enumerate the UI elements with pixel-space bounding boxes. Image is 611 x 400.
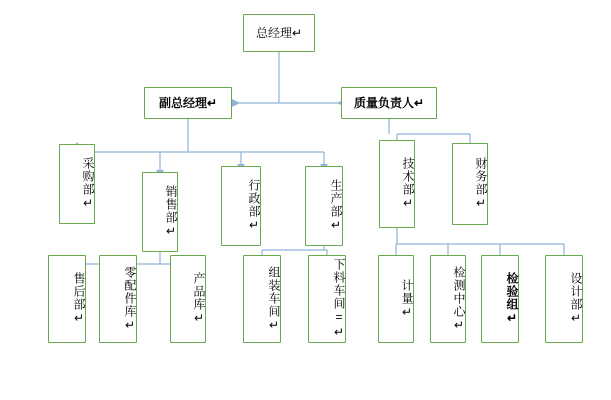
node-label: 财务部↵ xyxy=(474,157,488,211)
node-sales-department[interactable] xyxy=(142,172,178,252)
node-finance-department[interactable] xyxy=(452,143,488,225)
node-administration-department[interactable] xyxy=(221,166,261,246)
node-label: 生产部↵ xyxy=(329,179,343,233)
node-inspection-group[interactable] xyxy=(481,255,519,343)
node-label: 产品库↵ xyxy=(192,272,206,326)
node-label: 组装车间↵ xyxy=(267,265,281,333)
node-label: 总经理↵ xyxy=(255,25,303,40)
node-label: 副总经理↵ xyxy=(158,95,218,110)
node-label: 零配件库↵ xyxy=(123,265,137,333)
node-label: 计量↵ xyxy=(400,278,414,320)
node-label: 设计部↵ xyxy=(569,272,583,326)
node-assembly-workshop[interactable] xyxy=(243,255,281,343)
node-product-warehouse[interactable] xyxy=(170,255,206,343)
node-technology-department[interactable] xyxy=(379,140,415,228)
node-label: 技术部↵ xyxy=(401,157,415,211)
node-deputy-general-manager[interactable] xyxy=(144,87,232,119)
node-design-department[interactable] xyxy=(545,255,583,343)
node-spare-parts-warehouse[interactable] xyxy=(99,255,137,343)
node-purchasing-department[interactable] xyxy=(59,144,95,224)
node-production-department[interactable] xyxy=(305,166,343,246)
node-label: 售后部↵ xyxy=(72,272,86,326)
node-cutting-workshop[interactable] xyxy=(308,255,346,343)
arrow-deputy xyxy=(232,99,240,107)
node-label: 下料车间=↵ xyxy=(332,258,346,340)
node-label: 检验组↵ xyxy=(505,272,519,326)
node-testing-center[interactable] xyxy=(430,255,466,343)
node-quality-officer[interactable] xyxy=(341,87,437,119)
node-label: 销售部↵ xyxy=(164,185,178,239)
node-metering[interactable] xyxy=(378,255,414,343)
node-after-sales-department[interactable] xyxy=(48,255,86,343)
node-label: 质量负责人↵ xyxy=(353,95,425,110)
node-label: 行政部↵ xyxy=(247,179,261,233)
node-label: 采购部↵ xyxy=(81,157,95,211)
node-general-manager[interactable] xyxy=(243,14,315,52)
node-label: 检测中心↵ xyxy=(452,265,466,333)
